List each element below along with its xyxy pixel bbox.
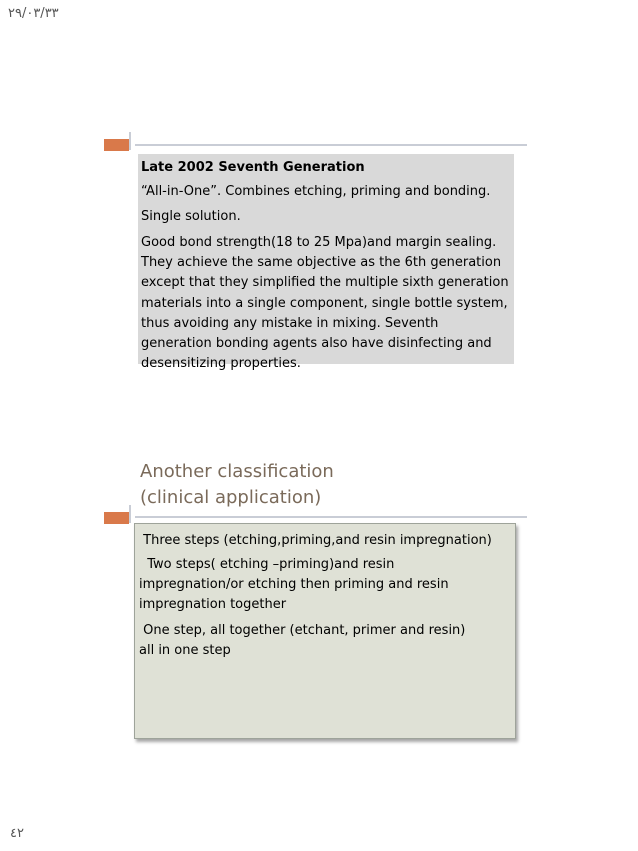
list-item: One step, all together (etchant, primer and resin) all in one step — [139, 623, 470, 658]
page-number: ٤٢ — [10, 826, 24, 841]
slide-title-line: Another classification — [140, 461, 334, 482]
list-item: Three steps (etching,priming,and resin impregnation) — [139, 533, 492, 548]
list-item: Two steps( etching –priming)and resin impregnation/or etching then priming and resin impregnation together — [139, 557, 453, 612]
header-date: ٢٩/٠٣/٣٣ — [8, 6, 59, 21]
text-paragraph: Good bond strength(18 to 25 Mpa)and margin sealing. They achieve the same objective as the 6th generation except that they simplified the multiple sixth generation materials into a single component, single bottle system, thus avoiding any mistake in mixing. Seventh generation bonding agents also have disinfecting and desensitizing properties. — [141, 235, 509, 372]
text-line: “All-in-One”. Combines etching, priming and bonding. — [141, 184, 491, 199]
divider-line — [129, 132, 131, 150]
divider-line — [135, 516, 527, 518]
divider-line — [135, 144, 527, 146]
slide-title: Late 2002 Seventh Generation — [141, 160, 365, 175]
accent-square — [104, 512, 129, 524]
accent-square — [104, 139, 129, 151]
divider-line — [129, 505, 131, 523]
slide-title-line: (clinical application) — [140, 487, 322, 508]
text-line: Single solution. — [141, 209, 241, 224]
